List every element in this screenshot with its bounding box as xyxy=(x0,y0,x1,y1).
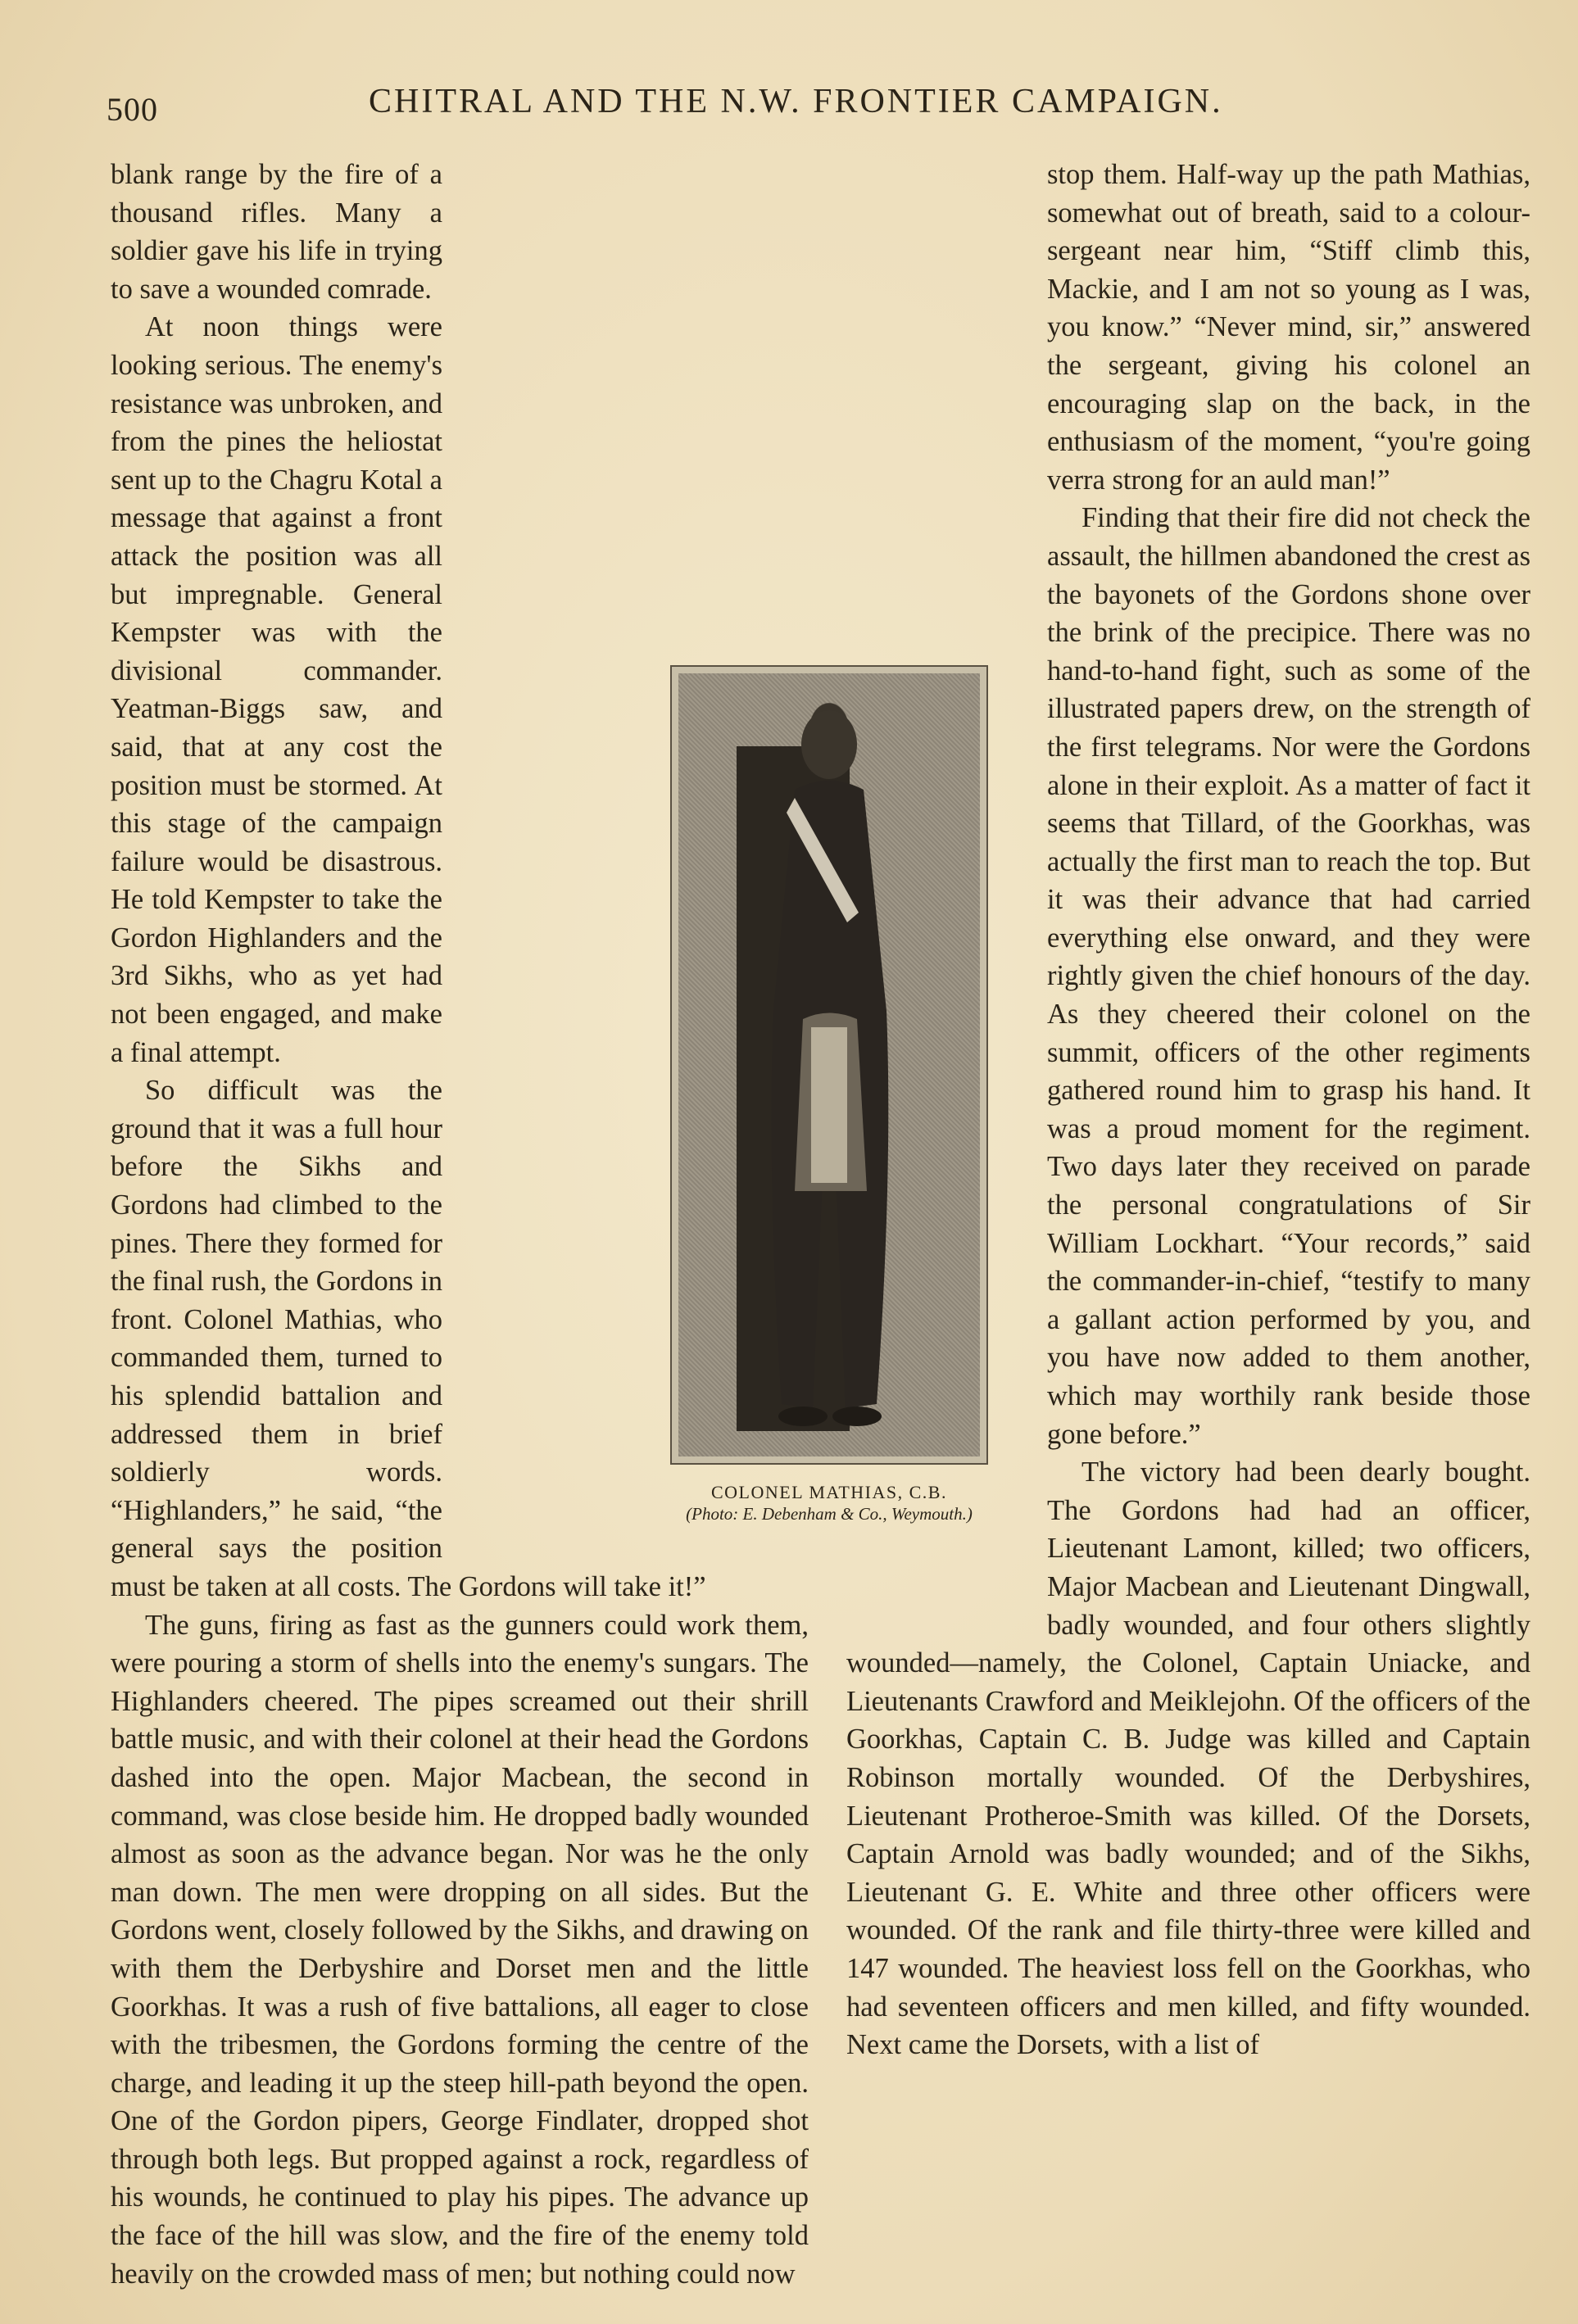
page-number: 500 xyxy=(107,91,158,128)
left-paragraph-4: The guns, firing as fast as the gunners could work them, were pouring a storm of shells into the enemy's sungars. The Highlanders cheered. The pipes screamed out their shrill battle music, and with their colonel at their head the Gordons dashed into the open. Major Macbean, the second in command, was close beside him. He dropped badly wounded almost as soon as the advance began. Nor was he the only man down. The men were dropping on all sides. But the Gordons went, closely followed by the Sikhs, and drawing on with them the Derbyshire and Dorset men and the little Goorkhas. It was a rush of five battalions, all eager to close with the tribesmen, the Gordons forming the centre of the charge, and leading it up the steep hill-path beyond the open. One of the Gordon pipers, George Findlater, dropped shot through both legs. But propped against a rock, regardless of his wounds, he continued to play his pipes. The advance up the face of the hill was slow, and the fire of the enemy told heavily on the crowded mass of men; but nothing could now xyxy=(111,1609,809,2290)
left-paragraph-1: blank range by the fire of a thousand rifles. Many a soldier gave his life in trying to save a wounded comrade. xyxy=(111,159,442,305)
running-title: CHITRAL AND THE N.W. FRONTIER CAMPAIGN. xyxy=(369,83,1223,120)
figure-caption: COLONEL MATHIAS, C.B. xyxy=(711,1482,947,1502)
figure-credit: (Photo: E. Debenham & Co., Weymouth.) xyxy=(686,1504,973,1524)
left-paragraph-3: So difficult was the ground that it was a full hour before the Sikhs and Gordons had climbed to the pines. There they formed for the final rush, the Gordons in front. Colonel Mathias, who commanded them, turned to his splendid battalion and addressed them in brief soldierly words. “Highlanders,” he said, “the general says the position must be taken at all costs. The Gordons will take it!” xyxy=(111,1075,706,1602)
portrait-silhouette-icon xyxy=(672,667,986,1463)
page-header xyxy=(107,82,1516,131)
right-paragraph-2: Finding that their fire did not check the assault, the hillmen abandoned the crest as the bayonets of the Gordons shone over the brink of the precipice. There was no hand-to-hand fight, such as some of the illustrated papers drew, on the strength of the first telegrams. Nor were the Gordons alone in their exploit. As a matter of fact it seems that Tillard, of the Goorkhas, was actually the first man to reach the top. But it was their advance that had carried everything else onward, and they were rightly given the chief honours of the day. As they cheered their colonel on the summit, officers of the other regiments gathered round him to grasp his hand. It was a proud moment for the regiment. Two days later they received on parade the personal congratulations of Sir William Lockhart. “Your records,” said the commander-in-chief, “testify to many a gallant action performed by you, and you have now added to them another, which may worthily rank beside those gone before.” xyxy=(1047,502,1530,1450)
right-paragraph-1: stop them. Half-way up the path Mathias, somewhat out of breath, said to a colour-sergeant near him, “Stiff climb this, Mackie, and I am not so young as I was, you know.” “Never mind, sir,” answered the sergeant, giving his colonel an encouraging slap on the back, in the enthusiasm of the moment, “you're going verra strong for an auld man!” xyxy=(1047,159,1530,496)
colonel-mathias-photo xyxy=(670,665,988,1465)
right-paragraph-3: The victory had been dearly bought. The Gordons had had an officer, Lieutenant Lamont, killed; two officers, Major Macbean and Lieutenant Dingwall, badly wounded, and four others slightly wounded—namely, the Colonel, Captain Uniacke, and Lieutenants Crawford and Meiklejohn. Of the officers of the Goorkhas, Captain C. B. Judge was killed and Captain Robinson mortally wounded. Of the Derbyshires, Lieutenant Protheroe-Smith was killed. Of the Dorsets, Captain Arnold was badly wounded; and of the Sikhs, Lieutenant G. E. White and three other officers were wounded. Of the rank and file thirty-three were killed and 147 wounded. The heaviest loss fell on the Goorkhas, who had seventeen officers and men killed, and fifty wounded. Next came the Dorsets, with a list of xyxy=(846,1456,1530,2061)
portrait-figure xyxy=(670,665,988,1524)
left-paragraph-2: At noon things were looking serious. The enemy's resistance was unbroken, and from the pines the heliostat sent up to the Chagru Kotal a message that against a front attack the position was all but impregnable. General Kempster was with the divisional commander. Yeatman-Biggs saw, and said, that at any cost the position must be stormed. At this stage of the campaign failure would be disastrous. He told Kempster to take the Gordon Highlanders and the 3rd Sikhs, who as yet had not been engaged, and make a final attempt. xyxy=(111,311,442,1068)
